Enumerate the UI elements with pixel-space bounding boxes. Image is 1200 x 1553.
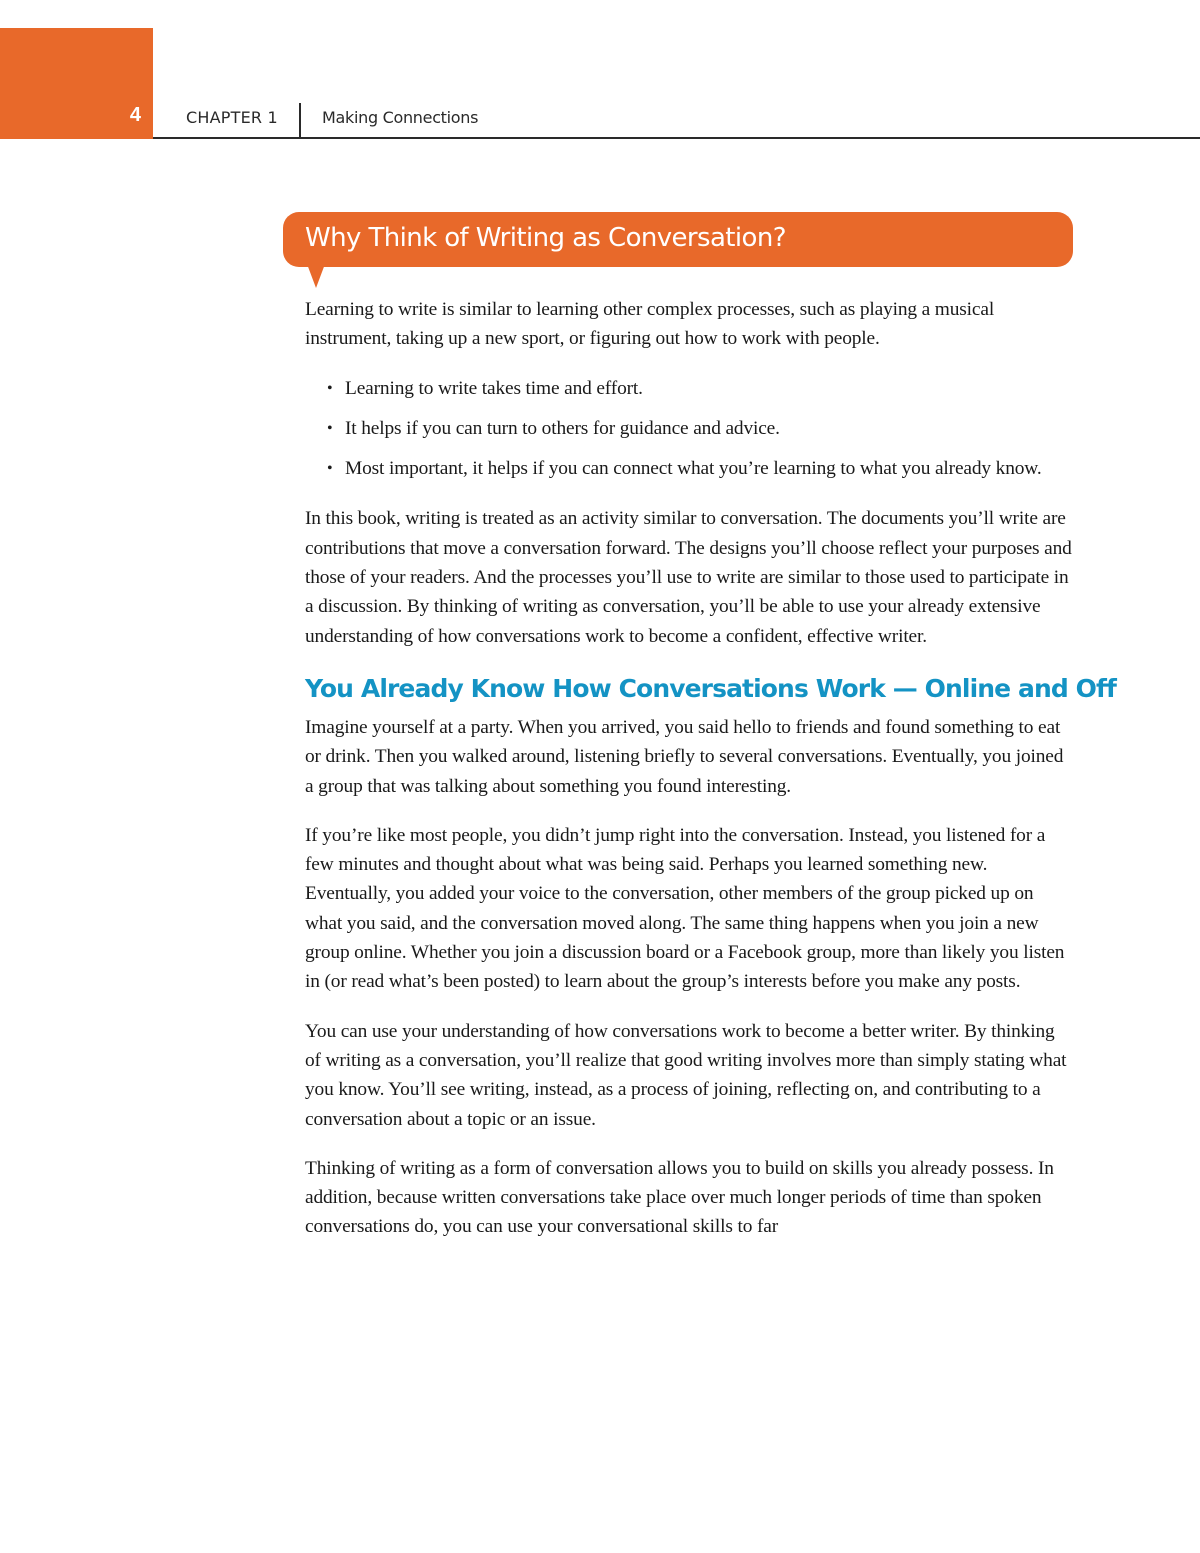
body-paragraph: If you’re like most people, you didn’t jump right into the conversation. Instead, you listened for a few minutes and thought about what was being said. Perhaps you learned something new. Eventually, you added your voice to the conversation, other members of the group picked up on what you said, and the conversation moved along. The same thing happens when you join a new group online. Whether you join a discussion board or a Facebook group, more than likely you listen in (or read what’s been posted) to learn about the group’s interests before you make any posts. <box>305 824 1065 993</box>
bullet-marker: • <box>327 379 333 397</box>
banner-title: Why Think of Writing as Conversation? <box>305 223 786 253</box>
banner-tail <box>307 264 325 288</box>
body-content <box>305 295 1116 1242</box>
list-item-text: Most important, it helps if you can connect what you’re learning to what you already know. <box>345 458 1042 480</box>
running-header-title: Making Connections <box>322 108 479 127</box>
list-item-text: Learning to write takes time and effort. <box>345 377 643 399</box>
body-paragraph: You can use your understanding of how conversations work to become a better writer. By thinking of writing as a conversation, you’ll realize that good writing involves more than simply stating what you know. You’ll see writing, instead, as a process of joining, reflecting on, and contributing to a conversation about a topic or an issue. <box>305 1020 1067 1130</box>
section-heading: You Already Know How Conversations Work — Online and Off <box>305 673 1116 703</box>
body-paragraph: In this book, writing is treated as an activity similar to conversation. The documents you’ll write are contributions that move a conversation forward. The designs you’ll choose reflect your purposes and those of your readers. And the processes you’ll use to write are similar to those used to participate in a discussion. By thinking of writing as conversation, you’ll be able to use your already extensive understanding of how conversations work to become a confident, effective writer. <box>305 508 1072 647</box>
intro-paragraph: Learning to write is similar to learning other complex processes, such as playing a musical instrument, taking up a new sport, or figuring out how to work with people. <box>305 299 995 350</box>
list-item-text: It helps if you can turn to others for guidance and advice. <box>345 417 780 439</box>
page-corner-tab <box>0 28 153 139</box>
list-item <box>327 374 1075 403</box>
body-paragraph: Thinking of writing as a form of conversation allows you to build on skills you already possess. In addition, because written conversations take place over much longer periods of time than spoken conversations do, you can use your conversational skills to far <box>305 1157 1054 1238</box>
running-header-chapter: CHAPTER 1 <box>186 108 278 127</box>
list-item <box>327 454 1075 483</box>
body-paragraph: Imagine yourself at a party. When you arrived, you said hello to friends and found something to eat or drink. Then you walked around, listening briefly to several conversations. Eventually, you joined a group that was talking about something you found interesting. <box>305 716 1064 797</box>
header-rule <box>153 137 1200 139</box>
list-item <box>327 414 1075 443</box>
bullet-list <box>327 374 1075 484</box>
bullet-marker: • <box>327 460 333 478</box>
bullet-marker: • <box>327 419 333 437</box>
section-banner <box>283 212 1073 267</box>
page-number: 4 <box>129 104 141 126</box>
header-separator <box>299 103 301 137</box>
